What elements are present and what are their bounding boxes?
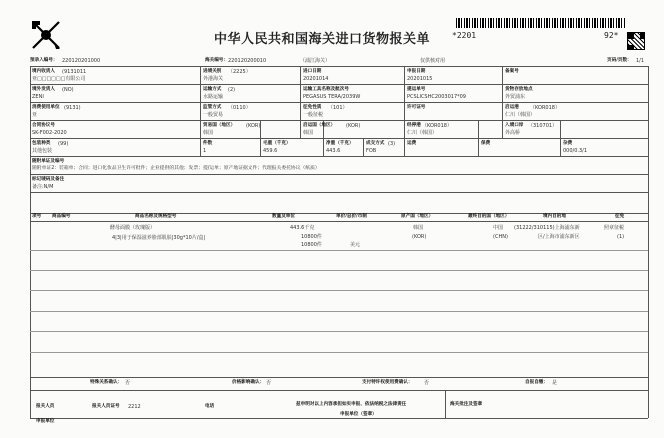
origin-country: 韩国 [303,130,314,136]
transport: 水路运输 [203,94,224,100]
entry-code: （310701） [528,123,558,129]
price-label: 价格影响确认： [232,380,265,385]
goods-district-2: 区/上海市浦东新区 [538,234,580,240]
goods-dest: 中国 [493,225,504,231]
col-district: 境内目的地 [543,214,566,219]
goods-dest-code: (CHN) [493,234,508,240]
bl-label: 提运单号 [407,87,426,92]
barcode-left-number: *2201 [452,31,477,40]
insurance-label: 保费 [481,141,491,146]
transport-code: (2) [228,87,236,93]
misc: 000/0.3/1 [563,148,588,154]
shipper-label: 境外发货人 [32,87,55,92]
qr-code [627,32,645,50]
contract: SK-F002-2020 [32,130,67,136]
contract-label: 合同协议号 [32,123,55,128]
gross-label: 毛重（千克） [263,141,291,146]
supervision: 一般贸易 [203,112,224,118]
supervision-code: （0110） [228,105,251,111]
goods-qty-2: 10800件 [301,234,322,240]
page-number: 1/1 [636,58,645,64]
port-label: 启运港 [505,105,519,110]
self-value: 是 [552,380,558,386]
via-port: 仁川（韩国） [407,130,438,136]
entry-label: 入境口岸 [505,123,524,128]
goods-qty-3: 10800件 [301,242,322,248]
customs-remark-label: 海关批注及签章 [450,402,483,407]
marks-text: 备注:N/M [32,184,54,190]
seal-label: 申报单位（签章） [340,412,377,417]
entry-port-label: 进境关别 [203,69,222,74]
net-label: 净重（千克） [326,141,354,146]
goods-spec-1: 4|3|用于保湿滋养脸部肌肤|30g*10片/盒| [112,235,206,241]
freight-label: 运费 [407,141,417,146]
record-no-label: 备案号 [505,69,519,74]
pack-code: (99) [58,141,69,147]
page-label: 页码/页数： [607,58,632,63]
consignee-code: (9131011 [62,69,87,75]
col-name: 商品名称及规格型号 [135,214,177,219]
via-port-label: 经停港 [407,123,421,128]
consumer-code: (9131) [64,105,81,111]
declare-date: 20201015 [407,76,433,82]
col-dest: 最终目的国（地区） [468,214,510,219]
col-qty: 数量及单位 [272,214,295,219]
trade-country-code: (KOR) [246,123,261,129]
preentry-number: 220120201000 [62,58,101,64]
origin-country-label: 启运国（地区） [303,123,336,128]
pieces-label: 件数 [203,141,213,146]
col-exempt: 征免 [615,214,625,219]
customs-emblem-icon [28,17,64,53]
misc-label: 杂费 [563,141,573,146]
vessel-label: 运输工具名称及航次号 [303,87,349,92]
port: 仁川（韩国） [505,112,536,118]
goods-name-1: 酵母面膜（玫瑰版） [110,225,156,231]
port-code: （KOR018） [530,105,560,111]
license-label: 许可证号 [407,105,426,110]
supervision-label: 监管方式 [203,105,222,110]
col-price: 单价/总价/币制 [336,214,367,219]
deal-label: 成交方式 [366,141,385,146]
storage-label: 货物存放地点 [505,87,533,92]
pack: 其他包装 [32,148,53,154]
unit-label: 申报单位 [36,419,55,424]
goods-exempt: 照章征税 [604,225,625,231]
declarant-no-label: 报关人员证号 [92,404,120,409]
vessel: PEGASUS TERA/2039W [303,94,361,100]
net: 443.6 [326,148,341,154]
trade-country: 韩国 [203,130,214,136]
goods-district: (31222/310115)上海浦东新 [514,225,580,231]
goods-origin: 韩国 [413,225,424,231]
special-value: 否 [125,380,131,386]
customs-port: （浦江海关） [300,58,331,64]
declarant-no: 2212 [128,404,141,410]
special-label: 特殊关系确认： [90,380,123,385]
levy-code: （101） [328,105,348,111]
entry: 外高桥 [505,130,521,136]
bl-number: PCSLICSHC2003017*09 [407,94,466,100]
declarant-label: 报关人员 [36,404,55,409]
levy: 一般征税 [303,112,324,118]
levy-label: 征免性质 [303,105,322,110]
goods-qty-1: 443.6千克 [290,225,315,231]
storage: 外贸浦东 [505,94,526,100]
preentry-label: 预录入编号： [30,58,58,63]
col-no: 项号 [32,214,42,219]
col-code: 商品编号 [52,214,71,219]
col-origin: 原产国（地区） [401,214,434,219]
deal: FOB [366,148,377,154]
import-date: 20201014 [303,76,329,82]
customs-number-label: 海关编号： [205,58,228,63]
pack-label: 包装种类 [32,141,51,146]
goods-currency: 美元 [350,242,361,248]
price-value: 否 [266,380,272,386]
transport-label: 运输方式 [203,87,222,92]
barcode-right-number: 92* [604,31,619,40]
entry-port: 外港海关 [203,76,224,82]
goods-origin-code: (KOR) [412,234,427,240]
pieces: 1 [203,148,207,154]
entry-port-code: （2225） [228,69,251,75]
import-date-label: 进口日期 [303,69,322,74]
declaration-statement: 兹申明对以上内容承担如实申报、依法纳税之法律责任 [296,402,407,407]
verify-note: 仅供核对用 [420,58,446,64]
via-port-code: （KOR018） [422,123,452,129]
customs-number: 220120200010 [228,58,267,64]
docs-text: 随附单证2：装箱单；合同；进口化妆品卫生许可批件；企业提供的其他；发票；提/运单；原产地证据文件；代理报关委托协议（纸质） [32,166,320,171]
consignee-name: 亚□□□□□□有限公司 [32,76,86,82]
consignee-label: 境内收货人 [32,69,55,74]
royalty-label: 支付特许权使用费确认： [362,380,413,385]
trade-country-label: 贸易国（地区） [203,123,236,128]
shipper-code: (NO) [62,87,74,93]
form-title: 中华人民共和国海关进口货物报关单 [214,32,431,47]
docs-label: 随附单证及编号 [32,159,65,164]
self-label: 自报自缴： [525,380,548,385]
deal-code: (3) [388,141,396,147]
shipper: ZENI [32,94,44,100]
phone-label: 电话 [205,404,215,409]
marks-label: 标记唛码及备注 [32,177,65,182]
gross: 459.6 [263,148,278,154]
origin-country-code: (KOR) [346,123,361,129]
consumer-label: 消费使用单位 [32,105,60,110]
royalty-value: 否 [424,380,430,386]
declare-date-label: 申报日期 [407,69,426,74]
goods-exempt-code: (1) [617,234,625,240]
consumer: 亚 [32,112,38,118]
barcode [456,18,626,28]
